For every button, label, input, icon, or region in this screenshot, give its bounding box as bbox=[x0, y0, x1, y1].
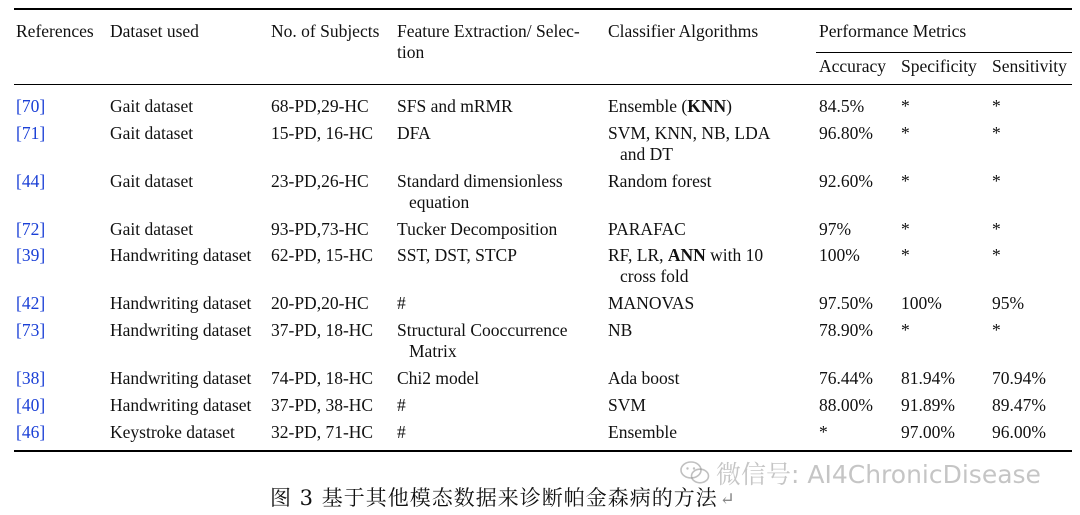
classifier-cell: PARAFAC bbox=[608, 219, 686, 239]
subjects-cell: 32-PD, 71-HC bbox=[271, 422, 374, 442]
feature-cell: Structural Cooccurrence bbox=[397, 320, 568, 340]
header-sensitivity: Sensitivity bbox=[992, 56, 1067, 76]
subjects-cell: 93-PD,73-HC bbox=[271, 219, 369, 239]
bottom-rule bbox=[14, 450, 1072, 452]
feature-cell: SFS and mRMR bbox=[397, 96, 513, 116]
feature-cell: Tucker Decomposition bbox=[397, 219, 558, 239]
accuracy-cell: 97.50% bbox=[819, 293, 873, 313]
accuracy-cell: 76.44% bbox=[819, 368, 873, 388]
classifier-cell: Ensemble bbox=[608, 422, 678, 442]
feature-cell: Standard dimensionless bbox=[397, 171, 563, 191]
subjects-cell: 74-PD, 18-HC bbox=[271, 368, 374, 388]
specificity-cell: 91.89% bbox=[901, 395, 955, 415]
sensitivity-cell: * bbox=[992, 171, 1001, 191]
classifier-cell: Random forest bbox=[608, 171, 712, 191]
reference-link[interactable]: [44] bbox=[16, 171, 46, 191]
feature-cell: DFA bbox=[397, 123, 431, 143]
specificity-cell: * bbox=[901, 123, 910, 143]
accuracy-cell: 78.90% bbox=[819, 320, 873, 340]
feature-cell: Chi2 model bbox=[397, 368, 480, 388]
accuracy-cell: 97% bbox=[819, 219, 852, 239]
dataset-cell: Keystroke dataset bbox=[110, 422, 235, 442]
subjects-cell: 37-PD, 38-HC bbox=[271, 395, 374, 415]
feature-cell: SST, DST, STCP bbox=[397, 245, 517, 265]
header-feature-line1: Feature Extraction/ Selec- bbox=[397, 21, 580, 41]
specificity-cell: 81.94% bbox=[901, 368, 955, 388]
header-references: References bbox=[16, 21, 94, 41]
sensitivity-cell: * bbox=[992, 123, 1001, 143]
reference-link[interactable]: [42] bbox=[16, 293, 46, 313]
classifier-cell: Ensemble (KNN) bbox=[608, 96, 732, 116]
accuracy-cell: 96.80% bbox=[819, 123, 873, 143]
specificity-cell: * bbox=[901, 171, 910, 191]
dataset-cell: Gait dataset bbox=[110, 219, 194, 239]
specificity-cell: * bbox=[901, 245, 910, 265]
classifier-cell: cross fold bbox=[620, 266, 689, 286]
feature-cell: equation bbox=[409, 192, 470, 212]
accuracy-cell: 100% bbox=[819, 245, 860, 265]
accuracy-cell: 92.60% bbox=[819, 171, 873, 191]
caption-text: 图 3 基于其他模态数据来诊断帕金森病的方法 bbox=[270, 486, 718, 510]
dataset-cell: Gait dataset bbox=[110, 123, 194, 143]
feature-cell: # bbox=[397, 395, 406, 415]
specificity-cell: * bbox=[901, 96, 910, 116]
reference-link[interactable]: [72] bbox=[16, 219, 46, 239]
classifier-cell: NB bbox=[608, 320, 633, 340]
dataset-cell: Handwriting dataset bbox=[110, 320, 252, 340]
dataset-cell: Gait dataset bbox=[110, 96, 194, 116]
sensitivity-cell: 96.00% bbox=[992, 422, 1046, 442]
classifier-cell: Ada boost bbox=[608, 368, 680, 388]
reference-link[interactable]: [71] bbox=[16, 123, 46, 143]
dataset-cell: Handwriting dataset bbox=[110, 368, 252, 388]
dataset-cell: Handwriting dataset bbox=[110, 395, 252, 415]
sensitivity-cell: 95% bbox=[992, 293, 1025, 313]
subjects-cell: 37-PD, 18-HC bbox=[271, 320, 374, 340]
specificity-cell: * bbox=[901, 320, 910, 340]
sensitivity-cell: * bbox=[992, 96, 1001, 116]
reference-link[interactable]: [38] bbox=[16, 368, 46, 388]
subjects-cell: 68-PD,29-HC bbox=[271, 96, 369, 116]
reference-link[interactable]: [46] bbox=[16, 422, 46, 442]
dataset-cell: Handwriting dataset bbox=[110, 245, 252, 265]
subjects-cell: 20-PD,20-HC bbox=[271, 293, 369, 313]
classifier-cell: and DT bbox=[620, 144, 673, 164]
top-rule bbox=[14, 8, 1072, 10]
header-classifier: Classifier Algorithms bbox=[608, 21, 759, 41]
classifier-cell: SVM bbox=[608, 395, 646, 415]
sensitivity-cell: 89.47% bbox=[992, 395, 1046, 415]
accuracy-cell: 88.00% bbox=[819, 395, 873, 415]
classifier-cell: RF, LR, ANN with 10 bbox=[608, 245, 764, 265]
classifier-cell: MANOVAS bbox=[608, 293, 695, 313]
header-accuracy: Accuracy bbox=[819, 56, 887, 76]
dataset-cell: Handwriting dataset bbox=[110, 293, 252, 313]
specificity-cell: 97.00% bbox=[901, 422, 955, 442]
figure-caption bbox=[270, 482, 736, 512]
subjects-cell: 62-PD, 15-HC bbox=[271, 245, 374, 265]
header-dataset: Dataset used bbox=[110, 21, 199, 41]
header-feature bbox=[397, 21, 580, 63]
subjects-cell: 23-PD,26-HC bbox=[271, 171, 369, 191]
sensitivity-cell: 70.94% bbox=[992, 368, 1046, 388]
header-performance: Performance Metrics bbox=[819, 21, 967, 41]
accuracy-cell: * bbox=[819, 422, 828, 442]
sensitivity-cell: * bbox=[992, 245, 1001, 265]
header-subjects: No. of Subjects bbox=[271, 21, 380, 41]
header-rule bbox=[14, 84, 1072, 85]
subheader-rule bbox=[816, 52, 1072, 53]
specificity-cell: 100% bbox=[901, 293, 942, 313]
reference-link[interactable]: [73] bbox=[16, 320, 46, 340]
sensitivity-cell: * bbox=[992, 320, 1001, 340]
feature-cell: # bbox=[397, 422, 406, 442]
watermark-text: 微信号: AI4ChronicDisease bbox=[716, 460, 1041, 489]
dataset-cell: Gait dataset bbox=[110, 171, 194, 191]
header-feature-line2: tion bbox=[397, 42, 425, 62]
specificity-cell: * bbox=[901, 219, 910, 239]
feature-cell: # bbox=[397, 293, 406, 313]
sensitivity-cell: * bbox=[992, 219, 1001, 239]
subjects-cell: 15-PD, 16-HC bbox=[271, 123, 374, 143]
reference-link[interactable]: [70] bbox=[16, 96, 46, 116]
return-arrow-icon: ↵ bbox=[719, 489, 736, 510]
accuracy-cell: 84.5% bbox=[819, 96, 865, 116]
reference-link[interactable]: [40] bbox=[16, 395, 46, 415]
header-specificity: Specificity bbox=[901, 56, 977, 76]
classifier-cell: SVM, KNN, NB, LDA bbox=[608, 123, 771, 143]
feature-cell: Matrix bbox=[409, 341, 457, 361]
reference-link[interactable]: [39] bbox=[16, 245, 46, 265]
